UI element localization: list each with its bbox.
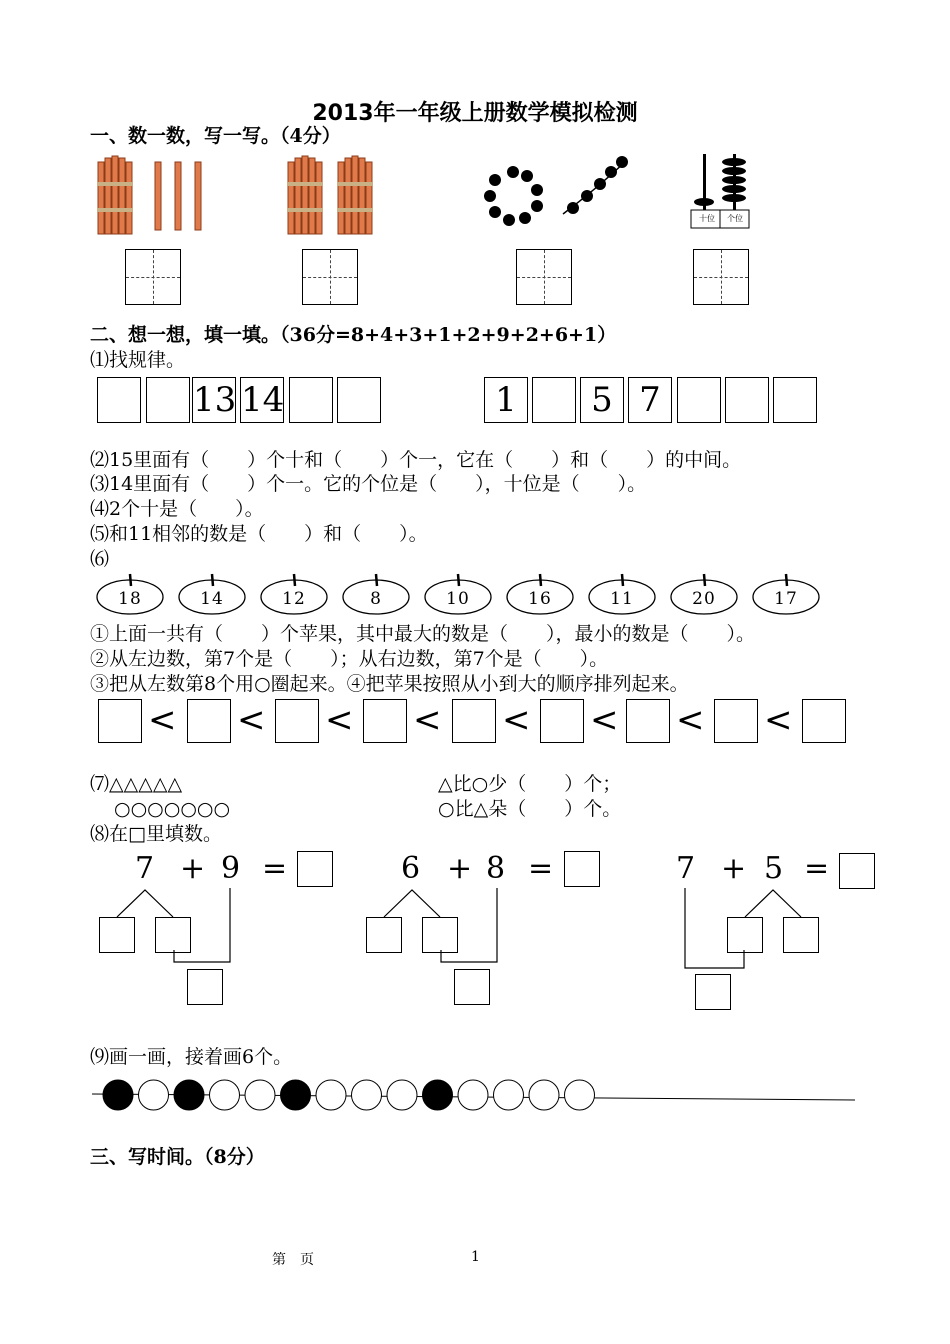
- section3-heading: 三、写时间。（8分）: [90, 1146, 265, 1168]
- less-than-sign: <: [148, 700, 177, 740]
- order-box[interactable]: [714, 699, 758, 743]
- decomposition-lines: [0, 880, 950, 990]
- apple-icon[interactable]: [507, 574, 573, 614]
- less-than-sign: <: [676, 700, 705, 740]
- q6-a-text: ①上面一共有（ ）个苹果，其中最大的数是（ ），最小的数是（ ）。: [90, 623, 756, 645]
- q3-text: ⑶14里面有（ ）个一。它的个位是（ ），十位是（ ）。: [90, 473, 647, 495]
- answer-box[interactable]: [516, 249, 572, 305]
- eq2-b: 8: [486, 851, 506, 886]
- filled-bead: [423, 1080, 453, 1110]
- q7-circles: ○○○○○○○: [114, 798, 231, 820]
- empty-bead: [529, 1080, 559, 1110]
- page-title: 2013年一年级上册数学模拟检测: [312, 101, 638, 126]
- q7-b-text: ○比△朵（ ）个。: [438, 798, 622, 820]
- order-box[interactable]: [802, 699, 846, 743]
- q1-label: ⑴找规律。: [90, 349, 186, 371]
- less-than-sign: <: [325, 700, 354, 740]
- apple-number: 17: [774, 589, 798, 609]
- filled-bead: [281, 1080, 311, 1110]
- apple-number: 8: [370, 589, 382, 609]
- apple-number: 10: [446, 589, 470, 609]
- eq2-eq: =: [528, 851, 554, 886]
- q5-text: ⑸和11相邻的数是（ ）和（ ）。: [90, 523, 428, 545]
- order-box[interactable]: [452, 699, 496, 743]
- apple-icon[interactable]: [179, 574, 245, 614]
- apple-icon[interactable]: [261, 574, 327, 614]
- ones-label: 个位: [727, 214, 743, 223]
- apple-number: 18: [118, 589, 142, 609]
- apple-icon[interactable]: [425, 574, 491, 614]
- sequence-box[interactable]: [337, 377, 381, 423]
- eq2-a: 6: [401, 851, 421, 886]
- section1-heading: 一、数一数，写一写。（4分）: [90, 125, 341, 147]
- sequence-box[interactable]: [289, 377, 333, 423]
- empty-bead: [494, 1080, 524, 1110]
- order-box[interactable]: [98, 699, 142, 743]
- empty-bead: [245, 1080, 275, 1110]
- apple-number: 16: [528, 589, 552, 609]
- apple-number: 20: [692, 589, 716, 609]
- answer-box[interactable]: [302, 249, 358, 305]
- sequence-box: 14: [240, 377, 284, 423]
- filled-bead: [174, 1080, 204, 1110]
- apple-icon[interactable]: [97, 574, 163, 614]
- empty-bead: [139, 1080, 169, 1110]
- q4-text: ⑷2个十是（ ）。: [90, 498, 264, 520]
- apple-icon[interactable]: [671, 574, 737, 614]
- less-than-sign: <: [764, 700, 793, 740]
- section2-heading: 二、想一想，填一填。（36分=8+4+3+1+2+9+2+6+1）: [90, 324, 617, 346]
- apple-icon[interactable]: [589, 574, 655, 614]
- apple-number: 11: [610, 589, 634, 609]
- tens-label: 十位: [699, 214, 715, 223]
- page-number: 1: [471, 1249, 480, 1265]
- stick-bundle-icon: [97, 156, 133, 234]
- empty-bead: [387, 1080, 417, 1110]
- filled-bead: [103, 1080, 133, 1110]
- answer-box[interactable]: [693, 249, 749, 305]
- stick-bundle-icon: [287, 156, 323, 234]
- q7-label-row: [90, 772, 182, 796]
- sequence-box[interactable]: [146, 377, 190, 423]
- empty-bead: [210, 1080, 240, 1110]
- bead-ring-icon: [484, 166, 543, 226]
- less-than-sign: <: [413, 700, 442, 740]
- eq3-b: 5: [764, 851, 784, 886]
- less-than-sign: <: [502, 700, 531, 740]
- empty-bead: [352, 1080, 382, 1110]
- eq1-b: 9: [221, 851, 241, 886]
- stick-bundle-icon: [337, 156, 373, 234]
- apple-row: [92, 570, 832, 616]
- eq1-eq: =: [262, 851, 288, 886]
- apple-icon[interactable]: [753, 574, 819, 614]
- q7-triangles: △△△△△: [109, 773, 183, 795]
- empty-bead: [565, 1080, 595, 1110]
- eq3-a: 7: [676, 851, 696, 886]
- q7-a-text: △比○少（ ）个；: [438, 773, 622, 795]
- sequence-box[interactable]: [677, 377, 721, 423]
- sequence-box: 5: [580, 377, 624, 423]
- apple-number: 12: [282, 589, 306, 609]
- single-stick-icon: [155, 162, 201, 230]
- order-box[interactable]: [540, 699, 584, 743]
- less-than-sign: <: [590, 700, 619, 740]
- q7-label: ⑺: [90, 773, 110, 795]
- apple-icon[interactable]: [343, 574, 409, 614]
- eq1-op: +: [180, 851, 206, 886]
- order-box[interactable]: [275, 699, 319, 743]
- q6-c-text: ③把从左数第8个用○圈起来。④把苹果按照从小到大的顺序排列起来。: [90, 673, 689, 695]
- apple-number: 14: [200, 589, 224, 609]
- less-than-sign: <: [237, 700, 266, 740]
- order-box[interactable]: [187, 699, 231, 743]
- sequence-box[interactable]: [725, 377, 769, 423]
- sequence-box[interactable]: [532, 377, 576, 423]
- q2-text: ⑵15里面有（ ）个十和（ ）个一，它在（ ）和（ ）的中间。: [90, 449, 742, 471]
- eq3-op: +: [721, 851, 747, 886]
- page-label: 第 页: [272, 1252, 314, 1268]
- answer-box[interactable]: [125, 249, 181, 305]
- sequence-box: 13: [192, 377, 236, 423]
- q9-label: ⑼画一画，接着画6个。: [90, 1046, 293, 1068]
- order-box[interactable]: [363, 699, 407, 743]
- sequence-box: 7: [628, 377, 672, 423]
- q6-label: ⑹: [90, 548, 110, 570]
- q8-label: ⑻在□里填数。: [90, 823, 222, 845]
- section1-pictures: [95, 150, 815, 242]
- order-box[interactable]: [626, 699, 670, 743]
- bead-string-icon: [563, 156, 628, 214]
- bead-pattern: [90, 1074, 860, 1118]
- eq1-a: 7: [135, 851, 155, 886]
- sequence-box[interactable]: [97, 377, 141, 423]
- empty-bead: [316, 1080, 346, 1110]
- eq2-op: +: [447, 851, 473, 886]
- q6-b-text: ②从左边数，第7个是（ ）；从右边数，第7个是（ ）。: [90, 648, 609, 670]
- sequence-box: 1: [484, 377, 528, 423]
- empty-bead: [458, 1080, 488, 1110]
- eq3-eq: =: [804, 851, 830, 886]
- sequence-box[interactable]: [773, 377, 817, 423]
